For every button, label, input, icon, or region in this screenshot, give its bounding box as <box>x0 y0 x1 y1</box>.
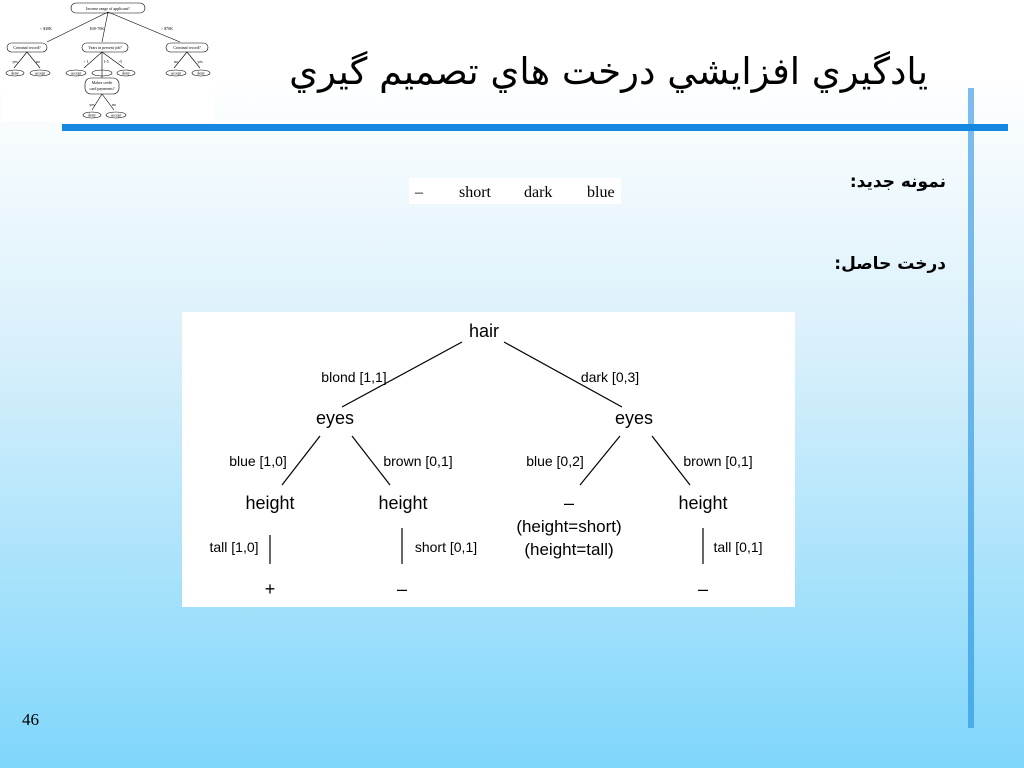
branch-right-brown: brown [0,1] <box>683 453 753 469</box>
right-vertical-bar <box>968 88 974 728</box>
thumb-lt1: < 1 <box>83 59 89 64</box>
thumb-yes-3: yes <box>89 102 95 107</box>
thumb-leaf-accept-2: accept <box>70 70 82 76</box>
thumb-branch-left: < $30K <box>39 26 53 31</box>
result-decision-tree <box>182 312 795 607</box>
thumb-credit-line2: card payments? <box>89 86 115 91</box>
node-eyes-right: eyes <box>614 408 654 428</box>
thumb-leaf-deny-4: deny <box>88 112 96 118</box>
example-eyes: blue <box>587 184 615 201</box>
title-underline-bar <box>62 124 1008 131</box>
example-class: – <box>415 184 423 201</box>
slide-title: يادگيري افزايشي درخت هاي تصميم گيري <box>289 50 928 93</box>
thumb-leaf-accept-4: accept <box>110 112 122 118</box>
thumb-leaf-accept-3: accept <box>170 70 182 76</box>
thumb-leaf-deny-1: deny <box>11 70 19 76</box>
thumb-leaf-deny-3: deny <box>197 70 205 76</box>
branch-blond: blond [1,1] <box>321 369 387 385</box>
example-hair: dark <box>524 184 553 201</box>
thumb-root: Income range of applicant? <box>86 6 130 11</box>
leaf-minus-1: – <box>396 579 408 599</box>
thumb-right-node: Criminal record? <box>173 45 201 50</box>
thumb-branch-mid: $30-70K <box>89 26 105 31</box>
page-number: 46 <box>22 710 39 729</box>
node-minus: – <box>563 493 575 513</box>
result-tree-label: درخت حاصل: <box>834 254 946 274</box>
thumb-no-1: no <box>36 59 40 64</box>
thumb-no-3: no <box>112 102 116 107</box>
node-height-1: height <box>245 493 295 513</box>
node-height-3: height <box>678 493 728 513</box>
thumb-credit-line1: Makes credit <box>91 80 113 85</box>
node-eyes-left: eyes <box>315 408 355 428</box>
branch-left-brown: brown [0,1] <box>383 453 453 469</box>
thumb-leaf-deny-2: deny <box>122 70 130 76</box>
thumb-left-node: Criminal record? <box>13 45 41 50</box>
leaf-minus-2: – <box>697 579 709 599</box>
node-minus-note-1: (height=short) <box>516 517 622 536</box>
branch-left-blue: blue [1,0] <box>229 453 287 469</box>
branch-right-blue: blue [0,2] <box>526 453 584 469</box>
node-height-2: height <box>378 493 428 513</box>
branch-dark: dark [0,3] <box>580 369 640 385</box>
new-example-label: نمونه جديد: <box>849 172 946 192</box>
thumb-no-2: no <box>174 59 178 64</box>
thumb-leaf-accept-1: accept <box>34 70 46 76</box>
leaf-plus: + <box>264 579 276 599</box>
node-minus-note-2: (height=tall) <box>524 540 614 559</box>
edge-tall-1: tall [1,0] <box>209 539 259 555</box>
thumb-1-5: 1-5 <box>103 59 109 64</box>
example-height: short <box>459 184 491 201</box>
thumb-branch-right: > $70K <box>160 26 174 31</box>
tree-root-hair: hair <box>468 321 500 341</box>
thumb-mid-node: Years in present job? <box>88 45 122 50</box>
edge-short: short [0,1] <box>414 539 478 555</box>
new-example-row <box>409 178 621 204</box>
edge-tall-3: tall [0,1] <box>713 539 763 555</box>
thumb-yes-1: yes <box>12 59 18 64</box>
thumb-gt5: >5 <box>117 59 123 64</box>
decision-tree-thumbnail <box>2 0 214 122</box>
thumb-yes-2: yes <box>197 59 203 64</box>
